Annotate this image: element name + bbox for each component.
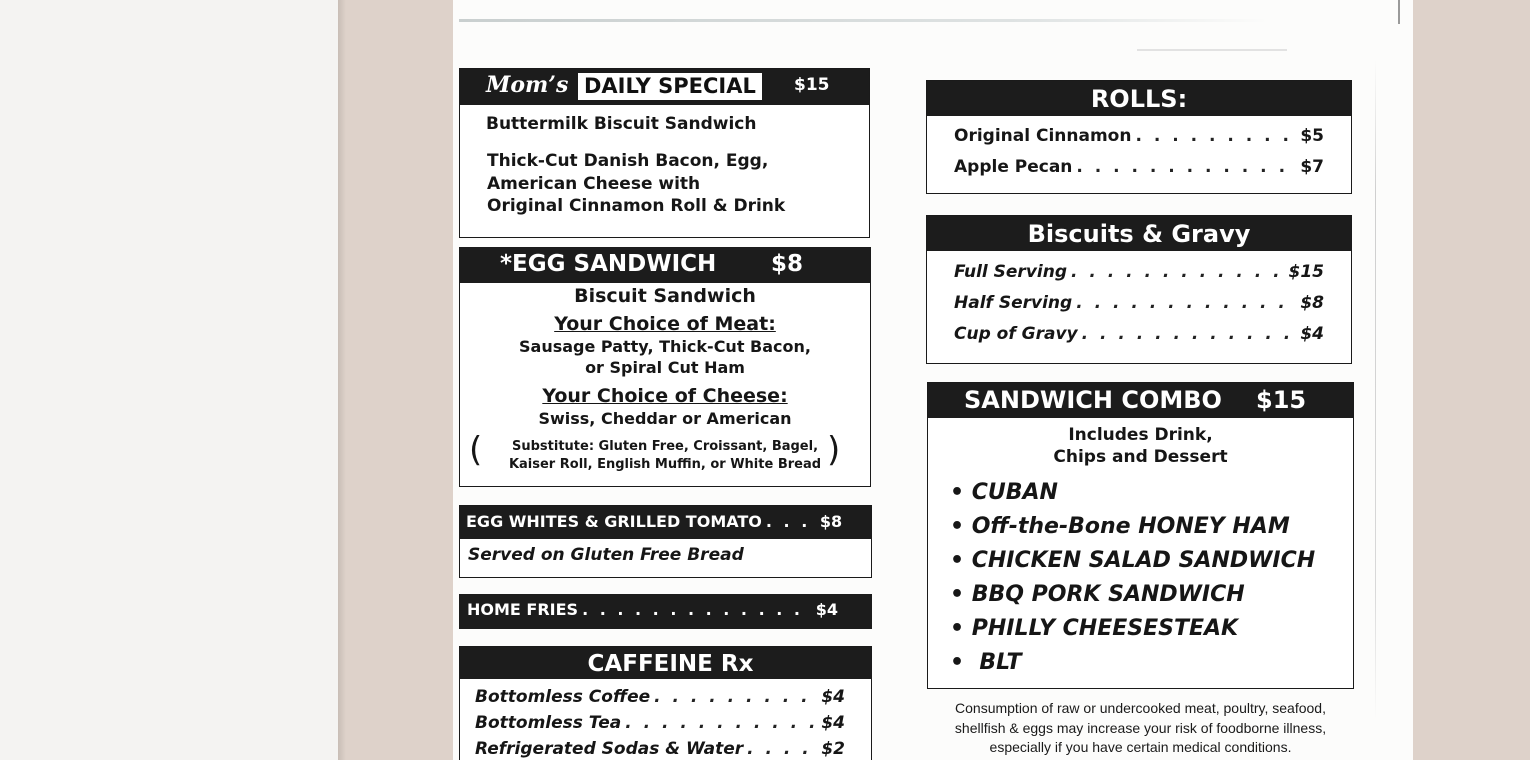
rolls-item-0-leader — [1135, 126, 1296, 146]
combo-item-1: • Off-the-Bone HONEY HAM — [950, 514, 1290, 539]
menu-page — [453, 0, 1413, 760]
egg-sandwich-price: $8 — [771, 251, 804, 277]
biscuits-item-2 — [954, 324, 1324, 344]
disclaimer-line2: shellfish & eggs may increase your risk of foodborne illness, — [954, 719, 1327, 736]
combo-item-3: • BBQ PORK SANDWICH — [950, 582, 1245, 607]
substitute-line2: Kaiser Roll, English Muffin, or White Bread — [508, 457, 822, 472]
rolls-item-1-name: Apple Pecan — [954, 157, 1073, 177]
combo-item-5: • BLT — [950, 650, 1022, 675]
caffeine-item-2-price: $2 — [821, 739, 845, 759]
biscuits-item-0-price: $15 — [1288, 262, 1324, 282]
caffeine-item-0-name: Bottomless Coffee — [475, 687, 651, 707]
combo-item-4: • PHILLY CHEESESTEAK — [950, 616, 1239, 641]
egg-sandwich-title: *EGG SANDWICH — [500, 251, 717, 277]
cheese-choice-heading: Your Choice of Cheese: — [542, 385, 788, 407]
biscuits-item-2-leader — [1082, 324, 1297, 344]
egg-whites-note: Served on Gluten Free Bread — [468, 545, 744, 565]
daily-special-box — [459, 68, 870, 238]
page-top-rule-short — [1137, 49, 1287, 51]
biscuits-item-1 — [954, 293, 1324, 313]
rolls-header: ROLLS: — [927, 81, 1351, 116]
disclaimer-line3: especially if you have certain medical conditions. — [989, 739, 1292, 755]
biscuits-item-2-name: Cup of Gravy — [954, 324, 1078, 344]
caffeine-item-0-leader — [654, 687, 817, 707]
caffeine-item-0-price: $4 — [821, 687, 845, 707]
daily-special-line1: Buttermilk Biscuit Sandwich — [486, 114, 757, 134]
rolls-item-1-price: $7 — [1300, 157, 1324, 177]
rolls-item-0-price: $5 — [1300, 126, 1324, 146]
meat-choice-line1: Sausage Patty, Thick-Cut Bacon, — [519, 337, 811, 356]
viewer-shadow — [338, 0, 346, 760]
combo-includes-line1: Includes Drink, — [1068, 425, 1213, 445]
combo-item-2-label: CHICKEN SALAD SANDWICH — [971, 548, 1316, 573]
combo-price: $15 — [1256, 386, 1307, 414]
biscuits-header: Biscuits & Gravy — [927, 216, 1351, 251]
biscuits-item-1-name: Half Serving — [954, 293, 1073, 313]
page-edge-line — [1375, 60, 1376, 720]
combo-box — [927, 382, 1354, 689]
daily-special-title: DAILY SPECIAL — [578, 73, 762, 100]
egg-whites-price: $8 — [819, 512, 843, 531]
daily-special-line2: Thick-Cut Danish Bacon, Egg, — [487, 151, 769, 171]
combo-item-4-label: PHILLY CHEESESTEAK — [971, 616, 1239, 641]
home-fries-title: HOME FRIES — [467, 600, 579, 619]
egg-whites-leader — [766, 512, 816, 539]
biscuits-item-0-name: Full Serving — [954, 262, 1067, 282]
egg-whites-title: EGG WHITES & GRILLED TOMATO — [466, 512, 762, 531]
disclaimer — [927, 699, 1354, 758]
caffeine-header: CAFFEINE Rx — [460, 647, 871, 679]
caffeine-item-1-leader — [625, 713, 817, 733]
combo-item-2: • CHICKEN SALAD SANDWICH — [950, 548, 1316, 573]
caffeine-item-2-leader — [747, 739, 817, 759]
daily-special-price: $15 — [794, 75, 830, 95]
combo-header — [928, 383, 1353, 418]
left-panel — [0, 0, 338, 760]
home-fries-bar — [459, 594, 872, 629]
daily-special-line4: Original Cinnamon Roll & Drink — [487, 196, 786, 216]
page-top-rule — [459, 19, 1269, 22]
cheese-choice-line: Swiss, Cheddar or American — [538, 409, 792, 428]
daily-special-line3: American Cheese with — [487, 174, 701, 194]
rolls-item-1-leader — [1076, 157, 1296, 177]
caffeine-item-1 — [475, 713, 845, 733]
caffeine-item-2 — [475, 739, 845, 759]
rolls-item-1 — [954, 157, 1324, 177]
combo-item-0-label: CUBAN — [971, 480, 1058, 505]
meat-choice-heading: Your Choice of Meat: — [554, 313, 776, 335]
caffeine-item-1-name: Bottomless Tea — [475, 713, 622, 733]
daily-special-header — [460, 69, 869, 105]
page-edge-mark — [1398, 0, 1400, 24]
disclaimer-line1: Consumption of raw or undercooked meat, poultry, seafood, — [955, 700, 1326, 716]
substitute-line1: Substitute: Gluten Free, Croissant, Bagel, — [511, 439, 819, 454]
egg-whites-header — [460, 506, 871, 539]
biscuits-item-1-price: $8 — [1300, 293, 1324, 313]
combo-item-3-label: BBQ PORK SANDWICH — [971, 582, 1245, 607]
combo-item-0: • CUBAN — [950, 480, 1058, 505]
caffeine-box — [459, 646, 872, 760]
egg-sandwich-box — [459, 247, 871, 487]
substitute-paren-right: ) — [827, 430, 841, 470]
home-fries-price: $4 — [815, 600, 838, 619]
caffeine-item-1-price: $4 — [821, 713, 845, 733]
rolls-box — [926, 80, 1352, 194]
rolls-item-0 — [954, 126, 1324, 146]
substitute-paren-left: ( — [469, 430, 483, 470]
combo-title: SANDWICH COMBO — [964, 386, 1222, 414]
biscuits-item-0 — [954, 262, 1324, 282]
egg-sandwich-header — [460, 248, 870, 283]
combo-includes-line2: Chips and Dessert — [1053, 447, 1228, 467]
egg-whites-box — [459, 505, 872, 578]
caffeine-item-2-name: Refrigerated Sodas & Water — [475, 739, 744, 759]
egg-sandwich-subtitle: Biscuit Sandwich — [574, 285, 756, 307]
meat-choice-line2: or Spiral Cut Ham — [585, 358, 745, 377]
biscuits-item-2-price: $4 — [1300, 324, 1324, 344]
biscuits-box — [926, 215, 1352, 364]
combo-item-5-label: BLT — [979, 650, 1022, 675]
biscuits-item-1-leader — [1076, 293, 1296, 313]
biscuits-item-0-leader — [1071, 262, 1285, 282]
home-fries-leader — [582, 600, 812, 629]
caffeine-item-0 — [475, 687, 845, 707]
combo-item-1-label: Off-the-Bone HONEY HAM — [971, 514, 1290, 539]
daily-special-prefix: Mom’s — [486, 72, 569, 98]
rolls-item-0-name: Original Cinnamon — [954, 126, 1132, 146]
